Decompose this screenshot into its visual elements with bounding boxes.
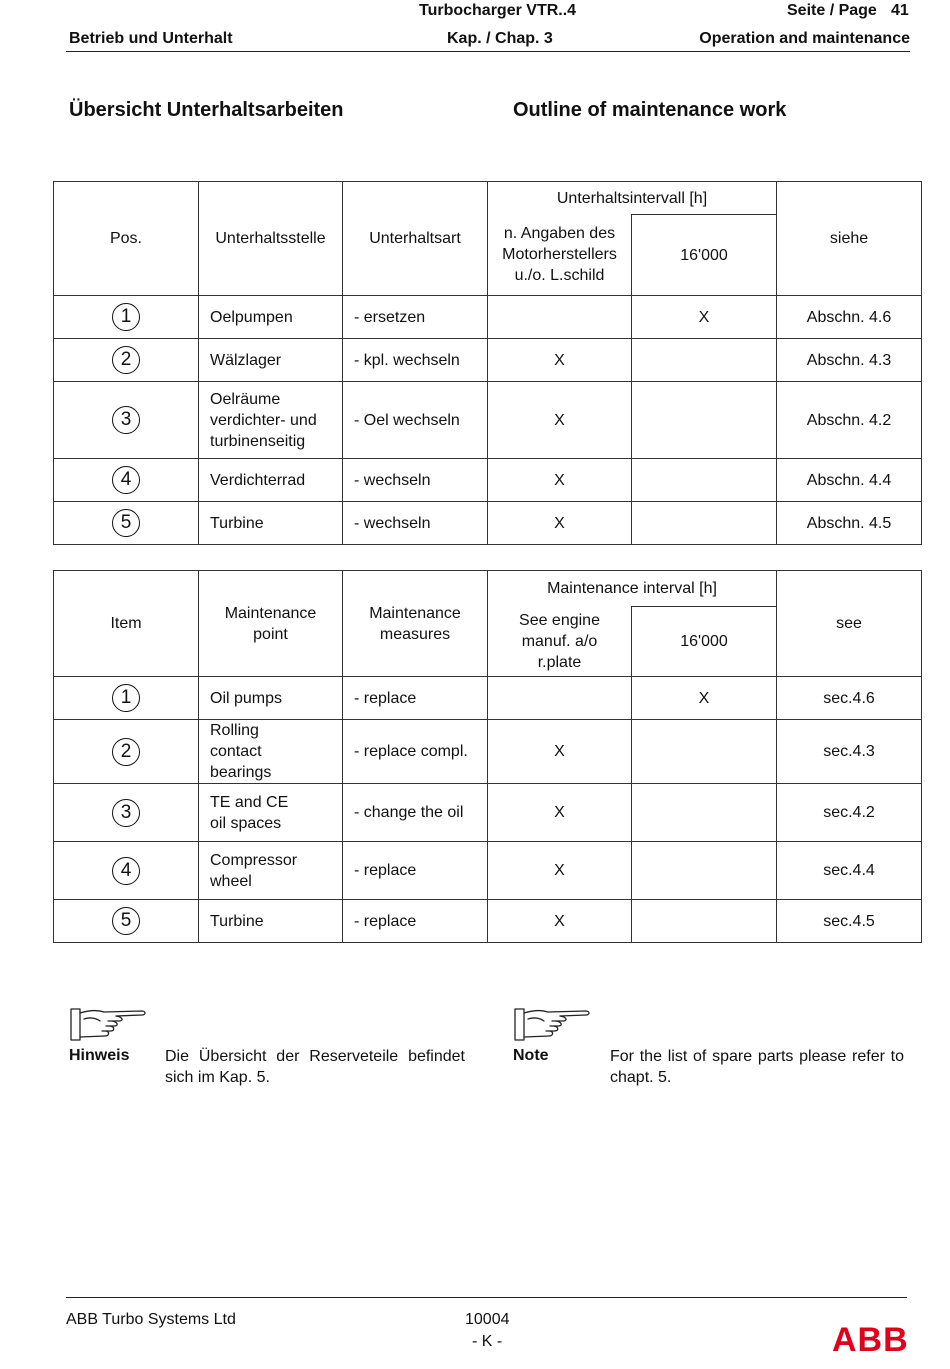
interval-16000-mark (632, 784, 777, 842)
interval-engine-mark (488, 677, 632, 720)
abb-logo: ABB (832, 1321, 909, 1359)
title-german: Übersicht Unterhaltsarbeiten (69, 99, 344, 121)
section-reference: Abschn. 4.2 (777, 382, 922, 459)
maintenance-point: TE and CE oil spaces (199, 784, 343, 842)
header-interval-group: Unterhaltsintervall [h] (488, 182, 777, 215)
maintenance-measure: - replace (343, 900, 488, 943)
header-pos: Item (54, 571, 199, 677)
table-row (54, 339, 922, 382)
header-point: Unterhaltsstelle (199, 182, 343, 296)
maintenance-measure: - wechseln (343, 459, 488, 502)
interval-engine-mark: X (488, 502, 632, 545)
interval-16000-mark: X (632, 296, 777, 339)
note-text-german: Die Übersicht der Reserveteile befindet sich im Kap. 5. (165, 1048, 465, 1086)
maintenance-measure: - replace (343, 677, 488, 720)
maintenance-table-german (53, 181, 922, 545)
header-chapter: Kap. / Chap. 3 (447, 30, 553, 47)
position-number: 1 (112, 303, 140, 331)
table-row (54, 459, 922, 502)
header-type: Maintenance measures (343, 571, 488, 677)
maintenance-point: Oelräume verdichter- und turbinenseitig (199, 382, 343, 459)
interval-engine-mark: X (488, 382, 632, 459)
interval-16000-mark (632, 720, 777, 784)
position-number: 5 (112, 509, 140, 537)
interval-16000-mark: X (632, 677, 777, 720)
header-interval-16000: 16'000 (632, 607, 777, 677)
interval-engine-mark: X (488, 339, 632, 382)
header-interval-engine: n. Angaben des Motorherstellers u./o. L.schild (488, 215, 632, 296)
maintenance-measure: - wechseln (343, 502, 488, 545)
maintenance-table-english (53, 570, 922, 943)
position-number: 3 (112, 406, 140, 434)
footer-revision: - K - (472, 1333, 503, 1350)
position-number: 1 (112, 684, 140, 712)
maintenance-point: Oil pumps (199, 677, 343, 720)
footer-doc-number: 10004 (465, 1311, 510, 1328)
maintenance-measure: - replace compl. (343, 720, 488, 784)
section-reference: sec.4.4 (777, 842, 922, 900)
table-row (54, 296, 922, 339)
header-pos: Pos. (54, 182, 199, 296)
maintenance-measure: - Oel wechseln (343, 382, 488, 459)
maintenance-point: Wälzlager (199, 339, 343, 382)
maintenance-point: Oelpumpen (199, 296, 343, 339)
interval-engine-mark: X (488, 842, 632, 900)
header-see: see (777, 571, 922, 677)
note-label-german: Hinweis (69, 1047, 130, 1064)
table-row (54, 842, 922, 900)
interval-16000-mark (632, 339, 777, 382)
maintenance-point: Turbine (199, 502, 343, 545)
position-number: 4 (112, 466, 140, 494)
pointing-hand-icon (512, 1005, 592, 1043)
section-reference: sec.4.3 (777, 720, 922, 784)
maintenance-measure: - change the oil (343, 784, 488, 842)
section-reference: Abschn. 4.4 (777, 459, 922, 502)
table-row (54, 677, 922, 720)
section-reference: sec.4.5 (777, 900, 922, 943)
header-type: Unterhaltsart (343, 182, 488, 296)
header-interval-group: Maintenance interval [h] (488, 571, 777, 607)
maintenance-measure: - ersetzen (343, 296, 488, 339)
position-number: 5 (112, 907, 140, 935)
interval-engine-mark: X (488, 784, 632, 842)
maintenance-point: Rolling contact bearings (199, 720, 343, 784)
interval-16000-mark (632, 900, 777, 943)
header-point: Maintenance point (199, 571, 343, 677)
table-row (54, 784, 922, 842)
section-reference: Abschn. 4.5 (777, 502, 922, 545)
section-reference: sec.4.6 (777, 677, 922, 720)
header-see: siehe (777, 182, 922, 296)
interval-16000-mark (632, 842, 777, 900)
interval-engine-mark: X (488, 459, 632, 502)
header-product: Turbocharger VTR..4 (419, 2, 577, 19)
interval-engine-mark: X (488, 720, 632, 784)
footer-divider (66, 1297, 907, 1298)
section-reference: Abschn. 4.6 (777, 296, 922, 339)
header-right-section: Operation and maintenance (699, 30, 910, 47)
interval-engine-mark (488, 296, 632, 339)
maintenance-point: Turbine (199, 900, 343, 943)
header-divider (66, 51, 910, 52)
interval-16000-mark (632, 459, 777, 502)
header-interval-16000: 16'000 (632, 215, 777, 296)
table-row (54, 900, 922, 943)
position-number: 4 (112, 857, 140, 885)
position-number: 2 (112, 346, 140, 374)
position-number: 2 (112, 738, 140, 766)
table-row (54, 382, 922, 459)
header-interval-engine: See engine manuf. a/o r.plate (488, 607, 632, 677)
interval-16000-mark (632, 382, 777, 459)
header-left-section: Betrieb und Unterhalt (69, 30, 233, 47)
section-reference: sec.4.2 (777, 784, 922, 842)
table-row (54, 502, 922, 545)
maintenance-point: Compressor wheel (199, 842, 343, 900)
maintenance-measure: - replace (343, 842, 488, 900)
pointing-hand-icon (68, 1005, 148, 1043)
section-reference: Abschn. 4.3 (777, 339, 922, 382)
interval-engine-mark: X (488, 900, 632, 943)
maintenance-measure: - kpl. wechseln (343, 339, 488, 382)
note-text-english: For the list of spare parts please refer to chapt. 5. (610, 1048, 904, 1086)
position-number: 3 (112, 799, 140, 827)
title-english: Outline of maintenance work (513, 99, 787, 121)
header-page-number: 41 (891, 2, 909, 19)
footer-company: ABB Turbo Systems Ltd (66, 1311, 236, 1328)
table-row (54, 720, 922, 784)
interval-16000-mark (632, 502, 777, 545)
maintenance-point: Verdichterrad (199, 459, 343, 502)
header-page-label: Seite / Page (787, 2, 877, 19)
note-label-english: Note (513, 1047, 549, 1064)
